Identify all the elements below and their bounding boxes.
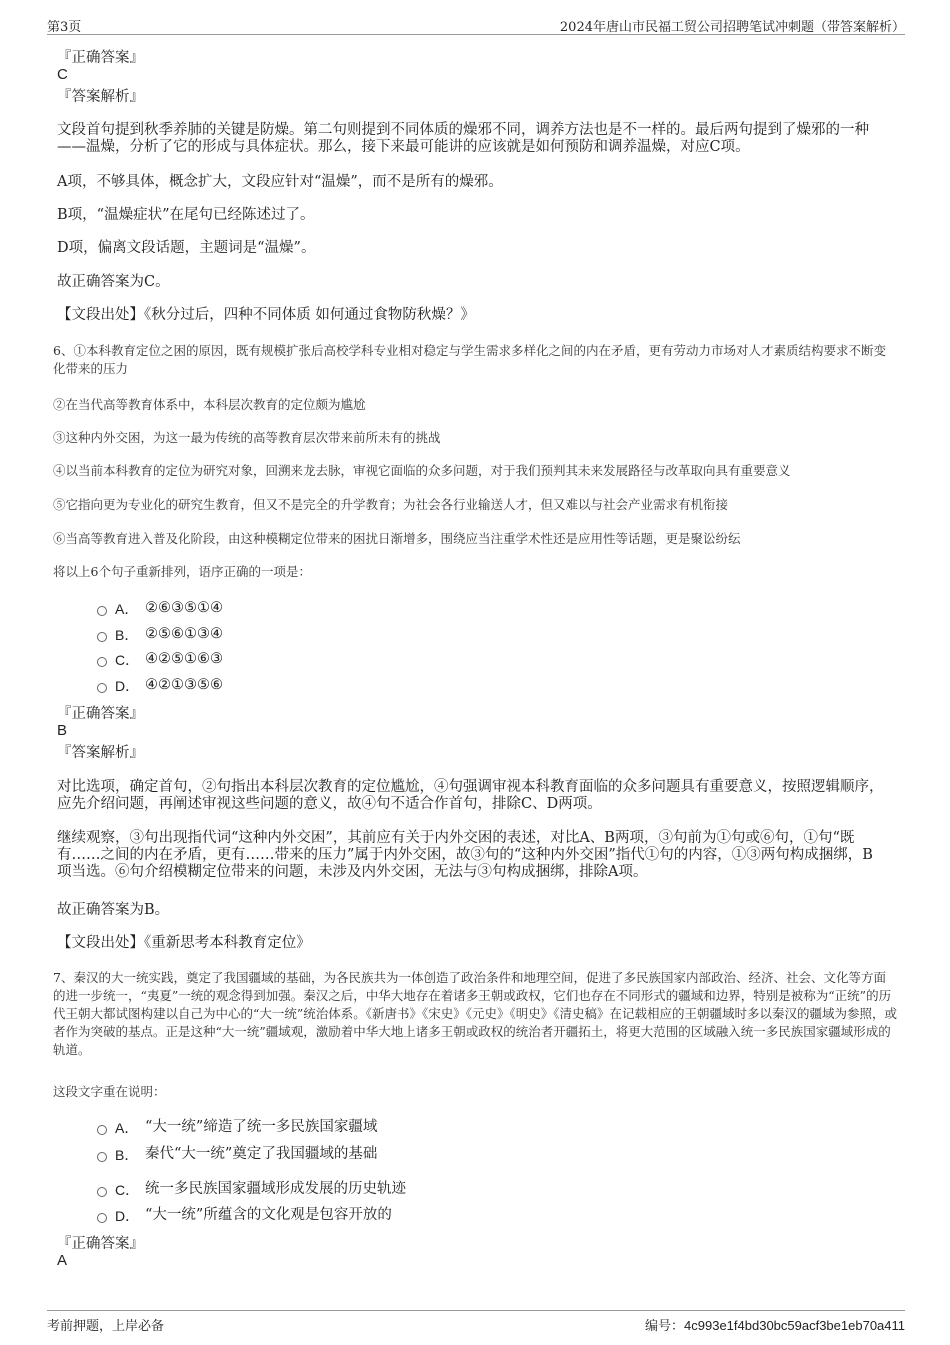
q7-stem: 7、秦汉的大一统实践，奠定了我国疆域的基础，为各民族共为一体创造了政治条件和地理空间，促进了多民族国家内部政治、经济、社会、文化等方面的进一步统一，“夷夏”一统的观念得到加强。秦汉之后，中华大地存在着诸多王朝或政权，它们也存在不同形式的疆域和边界，特别是被称为“正统”的历代王朝大都试图构建以自己为中心的“大一统”统治体系。《新唐书》《宋史》《元史》《明史》《清史稿》在记载相应的王朝疆域时多以秦汉的疆域为参照，或者作为突破的基点。正是这种“大一统”疆域观，激励着中华大地上诸多王朝或政权的统治者开疆拓土，将更大范围的区域融入统一多民族国家疆域形成的轨道。: [53, 970, 898, 1057]
q5-analysis-paragraph: A项，不够具体，概念扩大，文段应针对“温燥”，而不是所有的燥邪。: [57, 174, 503, 190]
q7-option-a[interactable]: A． “大一统”缔造了统一多民族国家疆域: [95, 1119, 495, 1139]
q6-analysis-paragraph: 故正确答案为B。: [57, 902, 170, 918]
q7-option-d[interactable]: D． “大一统”所蕴含的文化观是包容开放的: [95, 1207, 495, 1227]
q6-sentence: ⑥当高等教育进入普及化阶段，由这种模糊定位带来的困扰日渐增多，围绕应当注重学术性还是应用性等话题，更是聚讼纷纭: [53, 531, 741, 546]
footer-slogan: 考前押题，上岸必备: [47, 1319, 165, 1334]
q6-sentence: 6、①本科教育定位之困的原因，既有规模扩张后高校学科专业相对稳定与学生需求多样化之间的内在矛盾，更有劳动力市场对人才素质结构要求不断变化带来的压力: [53, 343, 886, 376]
q5-analysis-paragraph: 故正确答案为C。: [57, 274, 170, 290]
q7-option-c[interactable]: C． 统一多民族国家疆域形成发展的历史轨迹: [95, 1181, 495, 1201]
q5-answer: C: [57, 66, 68, 83]
radio-icon[interactable]: [97, 632, 107, 642]
q6-option-b[interactable]: B． ②⑤⑥①③④: [95, 626, 355, 646]
q6-option-d[interactable]: D． ④②①③⑤⑥: [95, 677, 355, 697]
radio-icon[interactable]: [97, 1152, 107, 1162]
q6-sentence: ④以当前本科教育的定位为研究对象，回溯来龙去脉，审视它面临的众多问题，对于我们预判其未来发展路径与改革取向具有重要意义: [53, 463, 791, 478]
q6-prompt: 将以上6个句子重新排列，语序正确的一项是：: [53, 564, 311, 579]
radio-icon[interactable]: [97, 657, 107, 667]
q6-analysis-paragraph: 对比选项，确定首句，②句指出本科层次教育的定位尴尬，④句强调审视本科教育面临的众多问题具有重要意义，按照逻辑顺序，应先介绍问题，再阐述审视这些问题的意义，故④句不适合作首句，排除C、D两项。: [57, 779, 884, 812]
q5-source: 【文段出处】《秋分过后，四种不同体质 如何通过食物防秋燥？》: [57, 307, 475, 323]
document-title: 2024年唐山市民福工贸公司招聘笔试冲刺题（带答案解析）: [559, 20, 905, 35]
q6-option-c[interactable]: C． ④②⑤①⑥③: [95, 651, 355, 671]
q6-sentence: ③这种内外交困，为这一最为传统的高等教育层次带来前所未有的挑战: [53, 430, 441, 445]
q6-sentence: ②在当代高等教育体系中，本科层次教育的定位颇为尴尬: [53, 397, 366, 412]
q6-analysis-paragraph: 继续观察，③句出现指代词“这种内外交困”，其前应有关于内外交困的表述，对比A、B两项，③句前为①句或⑥句，①句“既有……之间的内在矛盾，更有……带来的压力”属于内外交困，故③句的“这种内外交困”指代①句的内容，①③两句构成捆绑，B项当选。⑥句介绍模糊定位带来的问题，未涉及内外交困，无法与③句构成捆绑，排除A项。: [57, 830, 873, 880]
page-number: 第3页: [47, 20, 82, 35]
q7-answer-label: 『正确答案』: [57, 1236, 144, 1252]
q6-answer: B: [57, 722, 68, 739]
q6-answer-label: 『正确答案』: [57, 706, 144, 722]
radio-icon[interactable]: [97, 606, 107, 616]
q7-option-b[interactable]: B． 秦代“大一统”奠定了我国疆域的基础: [95, 1146, 495, 1166]
page-header: [47, 14, 905, 35]
radio-icon[interactable]: [97, 1213, 107, 1223]
q5-analysis-label: 『答案解析』: [57, 89, 144, 105]
q7-prompt: 这段文字重在说明：: [53, 1084, 166, 1099]
q6-analysis-label: 『答案解析』: [57, 745, 144, 761]
q5-analysis-paragraph: D项，偏离文段话题，主题词是“温燥”。: [57, 240, 316, 256]
page-footer: [47, 1310, 905, 1335]
q5-analysis-paragraph: B项，“温燥症状”在尾句已经陈述过了。: [57, 207, 315, 223]
radio-icon[interactable]: [97, 1187, 107, 1197]
document-id: 编号：4c993e1f4bd30bc59acf3be1eb70a411: [645, 1318, 905, 1333]
q6-sentence: ⑤它指向更为专业化的研究生教育，但又不是完全的升学教育；为社会各行业输送人才，但又难以与社会产业需求有机衔接: [53, 497, 729, 512]
q6-source: 【文段出处】《重新思考本科教育定位》: [57, 935, 311, 951]
q7-answer: A: [57, 1252, 68, 1269]
q6-option-a[interactable]: A． ②⑥③⑤①④: [95, 600, 355, 620]
radio-icon[interactable]: [97, 1125, 107, 1135]
q5-answer-label: 『正确答案』: [57, 50, 144, 66]
q5-analysis-paragraph: 文段首句提到秋季养肺的关键是防燥。第二句则提到不同体质的燥邪不同，调养方法也是不一样的。最后两句提到了燥邪的一种——温燥，分析了它的形成与具体症状。那么，接下来最可能讲的应该就是如何预防和调养温燥，对应C项。: [57, 122, 869, 155]
radio-icon[interactable]: [97, 683, 107, 693]
